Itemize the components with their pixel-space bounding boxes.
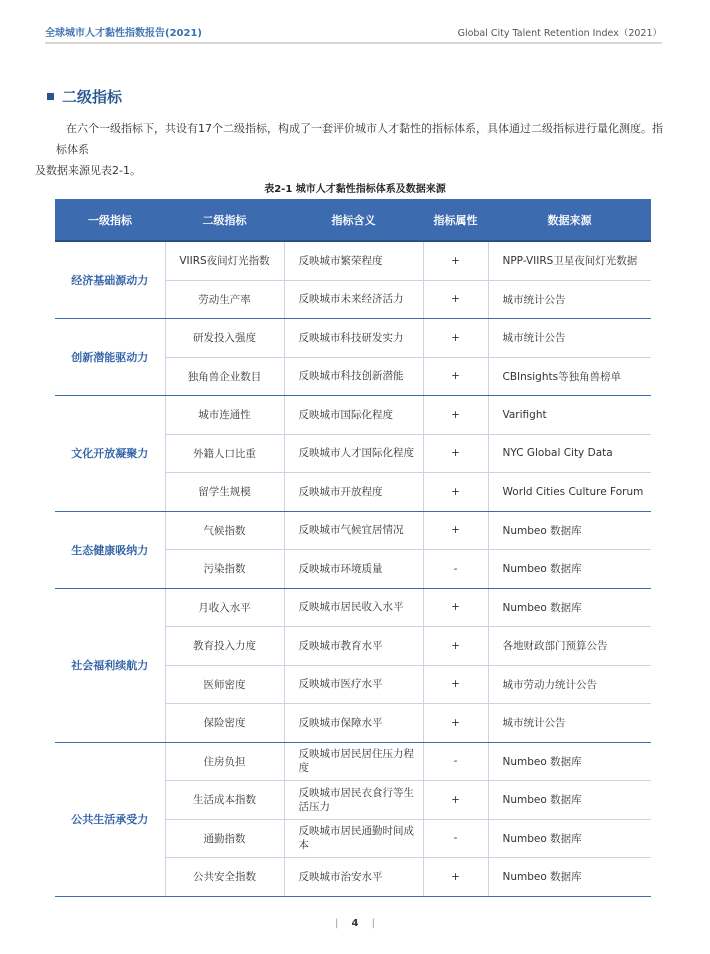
level2-cell: 保险密度 [165, 704, 284, 743]
meaning-cell: 反映城市国际化程度 [284, 396, 423, 435]
attribute-cell: - [423, 550, 488, 589]
source-cell: Numbeo 数据库 [488, 781, 651, 820]
attribute-cell: + [423, 781, 488, 820]
source-cell: World Cities Culture Forum [488, 473, 651, 512]
attribute-cell: + [423, 858, 488, 897]
indicator-table [55, 199, 651, 897]
meaning-cell: 反映城市居民衣食行等生活压力 [284, 781, 423, 820]
source-cell: Numbeo 数据库 [488, 858, 651, 897]
footer-bar-right: | [371, 918, 376, 929]
meaning-cell: 反映城市保障水平 [284, 704, 423, 743]
source-cell: Numbeo 数据库 [488, 511, 651, 550]
attribute-cell: + [423, 357, 488, 396]
source-cell: Numbeo 数据库 [488, 588, 651, 627]
attribute-cell: + [423, 319, 488, 358]
table-header-row [55, 199, 651, 241]
meaning-cell: 反映城市未来经济活力 [284, 280, 423, 319]
source-cell: 城市统计公告 [488, 280, 651, 319]
table-row [55, 319, 651, 358]
level2-cell: VIIRS夜间灯光指数 [165, 241, 284, 280]
level1-cell: 文化开放凝聚力 [55, 396, 165, 512]
meaning-cell: 反映城市居民收入水平 [284, 588, 423, 627]
table-row [55, 396, 651, 435]
level2-cell: 劳动生产率 [165, 280, 284, 319]
level2-cell: 污染指数 [165, 550, 284, 589]
meaning-cell: 反映城市科技研发实力 [284, 319, 423, 358]
level2-cell: 月收入水平 [165, 588, 284, 627]
source-cell: NPP-VIIRS卫星夜间灯光数据 [488, 241, 651, 280]
level1-cell: 生态健康吸纳力 [55, 511, 165, 588]
source-cell: NYC Global City Data [488, 434, 651, 473]
running-header-left: 全球城市人才黏性指数报告(2021) [45, 28, 202, 39]
attribute-cell: + [423, 280, 488, 319]
level1-cell: 经济基础源动力 [55, 241, 165, 319]
table-row [55, 588, 651, 627]
source-cell: 城市劳动力统计公告 [488, 665, 651, 704]
page-number: 4 [351, 918, 359, 929]
meaning-cell: 反映城市气候宜居情况 [284, 511, 423, 550]
section-title: 二级指标 [62, 88, 123, 106]
level2-cell: 留学生规模 [165, 473, 284, 512]
source-cell: Numbeo 数据库 [488, 742, 651, 781]
attribute-cell: + [423, 665, 488, 704]
header-meaning: 指标含义 [284, 199, 423, 241]
paragraph-line-1: 在六个一级指标下，共设有17个二级指标，构成了一套评价城市人才黏性的指标体系，具体通过二级指标进行量化测度。指标体系 [56, 122, 663, 156]
source-cell: 各地财政部门预算公告 [488, 627, 651, 666]
section-heading [47, 86, 122, 107]
meaning-cell: 反映城市医疗水平 [284, 665, 423, 704]
source-cell: 城市统计公告 [488, 319, 651, 358]
source-cell: Numbeo 数据库 [488, 819, 651, 858]
meaning-cell: 反映城市开放程度 [284, 473, 423, 512]
running-header-right: Global City Talent Retention Index（2021） [457, 28, 662, 39]
level1-cell: 社会福利续航力 [55, 588, 165, 742]
body-paragraph [35, 118, 666, 181]
header-level2: 二级指标 [165, 199, 284, 241]
attribute-cell: + [423, 434, 488, 473]
header-source: 数据来源 [488, 199, 651, 241]
level2-cell: 外籍人口比重 [165, 434, 284, 473]
meaning-cell: 反映城市科技创新潜能 [284, 357, 423, 396]
level2-cell: 研发投入强度 [165, 319, 284, 358]
level1-cell: 公共生活承受力 [55, 742, 165, 896]
source-cell: Numbeo 数据库 [488, 550, 651, 589]
attribute-cell: - [423, 819, 488, 858]
level2-cell: 城市连通性 [165, 396, 284, 435]
attribute-cell: + [423, 396, 488, 435]
attribute-cell: + [423, 241, 488, 280]
level1-cell: 创新潜能驱动力 [55, 319, 165, 396]
page-footer [0, 918, 710, 929]
attribute-cell: + [423, 511, 488, 550]
table-row [55, 742, 651, 781]
level2-cell: 公共安全指数 [165, 858, 284, 897]
meaning-cell: 反映城市治安水平 [284, 858, 423, 897]
table-row [55, 511, 651, 550]
level2-cell: 通勤指数 [165, 819, 284, 858]
table-caption: 表2-1 城市人才黏性指标体系及数据来源 [264, 184, 446, 195]
table-row [55, 241, 651, 280]
attribute-cell: + [423, 473, 488, 512]
meaning-cell: 反映城市繁荣程度 [284, 241, 423, 280]
level2-cell: 独角兽企业数目 [165, 357, 284, 396]
level2-cell: 教育投入力度 [165, 627, 284, 666]
meaning-cell: 反映城市教育水平 [284, 627, 423, 666]
attribute-cell: + [423, 588, 488, 627]
source-cell: CBInsights等独角兽榜单 [488, 357, 651, 396]
source-cell: Varifight [488, 396, 651, 435]
meaning-cell: 反映城市居民通勤时间成本 [284, 819, 423, 858]
attribute-cell: + [423, 704, 488, 743]
meaning-cell: 反映城市居民居住压力程度 [284, 742, 423, 781]
level2-cell: 医师密度 [165, 665, 284, 704]
header-attribute: 指标属性 [423, 199, 488, 241]
footer-bar-left: | [334, 918, 339, 929]
level2-cell: 气候指数 [165, 511, 284, 550]
header-level1: 一级指标 [55, 199, 165, 241]
section-square-icon [47, 93, 54, 100]
attribute-cell: - [423, 742, 488, 781]
level2-cell: 生活成本指数 [165, 781, 284, 820]
level2-cell: 住房负担 [165, 742, 284, 781]
source-cell: 城市统计公告 [488, 704, 651, 743]
meaning-cell: 反映城市人才国际化程度 [284, 434, 423, 473]
header-divider [45, 42, 662, 44]
paragraph-line-2: 及数据来源见表2-1。 [35, 164, 141, 177]
meaning-cell: 反映城市环境质量 [284, 550, 423, 589]
attribute-cell: + [423, 627, 488, 666]
